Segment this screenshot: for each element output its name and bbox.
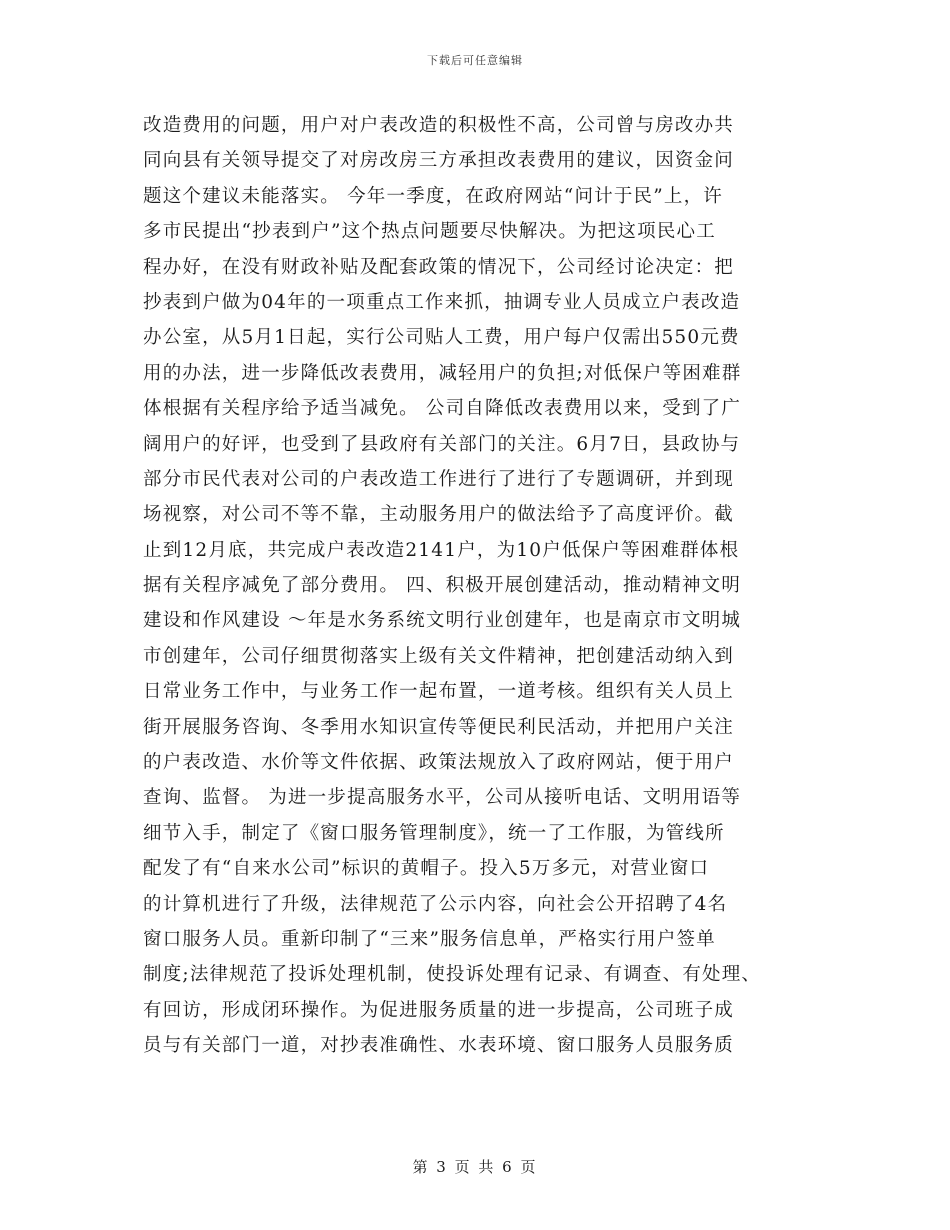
text-line: 抄表到户做为04年的一项重点工作来抓，抽调专业人员成立户表改造 (143, 291, 741, 313)
text-line: 窗口服务人员。重新印制了“三来”服务信息单，严格实行用户签单 (143, 928, 716, 950)
text-line: 办公室，从5月1日起，实行公司贴人工费，用户每户仅需出550元费 (143, 327, 740, 349)
text-line: 的计算机进行了升级，法律规范了公示内容，向社会公开招聘了4名 (143, 893, 728, 915)
text-line: 多市民提出“抄表到户”这个热点问题要尽快解决。为把这项民心工 (143, 221, 716, 243)
text-line: 查询、监督。 为进一步提高服务水平，公司从接听电话、文明用语等 (143, 787, 742, 809)
text-line: 止到12月底，共完成户表改造2141户，为10户低保户等困难群体根 (143, 539, 740, 561)
text-line: 的户表改造、水价等文件依据、政策法规放入了政府网站，便于用户 (143, 752, 735, 774)
text-line: 街开展服务咨询、冬季用水知识宣传等便民利民活动，并把用户关注 (143, 716, 735, 738)
body-text (143, 108, 823, 1064)
text-line: 程办好，在没有财政补贴及配套政策的情况下，公司经讨论决定：把 (143, 256, 735, 278)
text-line: 有回访，形成闭环操作。为促进服务质量的进一步提高，公司班子成 (143, 999, 735, 1021)
text-line: 题这个建议未能落实。 今年一季度，在政府网站“问计于民”上，许 (143, 185, 723, 207)
text-line: 细节入手，制定了《窗口服务管理制度》，统一了工作服，为管线所 (143, 822, 725, 844)
text-line: 部分市民代表对公司的户表改造工作进行了进行了专题调研，并到现 (143, 468, 735, 490)
text-line: 场视察，对公司不等不靠，主动服务用户的做法给予了高度评价。截 (143, 504, 735, 526)
page-footer: 第 3 页 共 6 页 (412, 1158, 538, 1176)
text-line: 体根据有关程序给予适当减免。 公司自降低改表费用以来，受到了广 (143, 398, 742, 420)
text-line: 日常业务工作中，与业务工作一起布置，一道考核。组织有关人员上 (143, 681, 735, 703)
text-line: 市创建年，公司仔细贯彻落实上级有关文件精神，把创建活动纳入到 (143, 645, 735, 667)
text-line: 制度;法律规范了投诉处理机制，使投诉处理有记录、有调查、有处理、 (143, 964, 762, 986)
text-line: 同向县有关领导提交了对房改房三方承担改表费用的建议，因资金问 (143, 150, 735, 172)
text-line: 配发了有“自来水公司”标识的黄帽子。投入5万多元，对营业窗口 (143, 858, 710, 880)
text-line: 据有关程序减免了部分费用。 四、积极开展创建活动，推动精神文明 (143, 575, 742, 597)
text-line: 阔用户的好评，也受到了县政府有关部门的关注。6月7日，县政协与 (143, 433, 741, 455)
text-line: 员与有关部门一道，对抄表准确性、水表环境、窗口服务人员服务质 (143, 1035, 735, 1057)
page-header: 下载后可任意编辑 (427, 54, 523, 67)
text-line: 用的办法，进一步降低改表费用，减轻用户的负担;对低保户等困难群 (143, 362, 742, 384)
text-line: 改造费用的问题，用户对户表改造的积极性不高，公司曾与房改办共 (143, 115, 735, 136)
text-line: 建设和作风建设 ～年是水务系统文明行业创建年，也是南京市文明城 (143, 610, 742, 632)
